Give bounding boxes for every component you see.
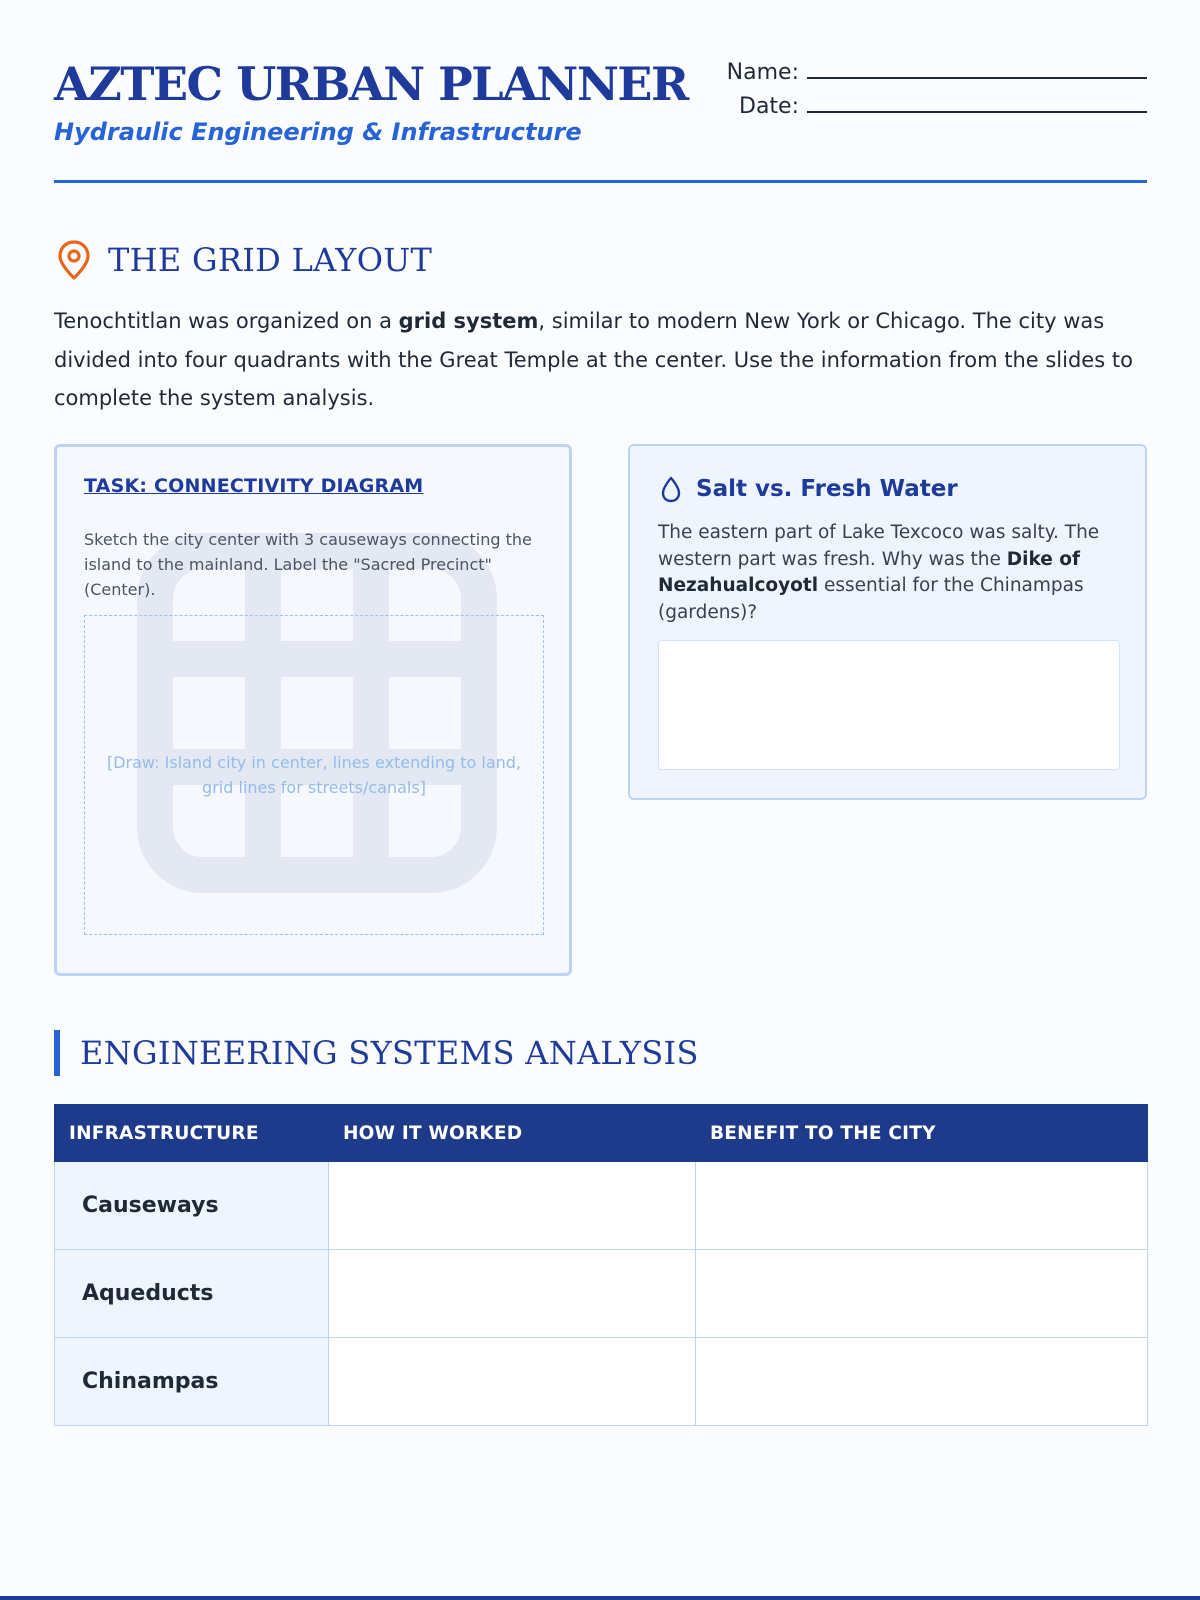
intro-text-start: Tenochtitlan was organized on a (54, 309, 399, 333)
column-header-how-it-worked: HOW IT WORKED (329, 1105, 696, 1162)
table-header-row (55, 1105, 1148, 1162)
connectivity-task-card (54, 444, 572, 976)
footer-divider (0, 1596, 1200, 1600)
how-it-worked-cell[interactable] (329, 1250, 696, 1338)
salt-fresh-water-card (628, 444, 1147, 800)
benefit-cell[interactable] (696, 1338, 1148, 1426)
drawing-hint: [Draw: Island city in center, lines extending to land, grid lines for streets/canals] (106, 753, 522, 797)
diagram-drawing-area[interactable] (84, 615, 544, 935)
water-question (658, 520, 1128, 626)
map-pin-icon (54, 238, 94, 282)
task-heading: TASK: CONNECTIVITY DIAGRAM (84, 475, 424, 497)
how-it-worked-cell[interactable] (329, 1338, 696, 1426)
analysis-section-title: ENGINEERING SYSTEMS ANALYSIS (80, 1034, 699, 1072)
task-instructions: Sketch the city center with 3 causeways connecting the island to the mainland. Label the "Sacred Precinct" (Center). (84, 530, 532, 599)
water-card-title: Salt vs. Fresh Water (696, 476, 958, 502)
engineering-analysis-table (54, 1104, 1148, 1426)
table-row (55, 1338, 1148, 1426)
name-field[interactable] (807, 59, 1147, 79)
student-fields (727, 56, 1147, 124)
date-field[interactable] (807, 93, 1147, 113)
benefit-cell[interactable] (696, 1250, 1148, 1338)
table-row (55, 1250, 1148, 1338)
grid-section-intro (54, 302, 1147, 418)
header-divider (54, 180, 1147, 183)
water-answer-box[interactable] (658, 640, 1120, 770)
infrastructure-cell: Causeways (55, 1162, 329, 1250)
name-field-row (727, 56, 1147, 90)
droplet-icon (658, 474, 684, 504)
date-field-row (727, 90, 1147, 124)
date-label: Date: (739, 94, 799, 119)
table-row (55, 1162, 1148, 1250)
analysis-section-heading (54, 1030, 699, 1076)
page-title: AZTEC URBAN PLANNER (54, 57, 688, 111)
name-label: Name: (726, 60, 799, 85)
water-text-end: essential for the Chinampas (gardens)? (658, 575, 1084, 623)
intro-highlight: grid system (398, 309, 539, 333)
worksheet-header (54, 54, 1147, 184)
infrastructure-cell: Aqueducts (55, 1250, 329, 1338)
grid-section-title: THE GRID LAYOUT (108, 241, 433, 279)
how-it-worked-cell[interactable] (329, 1162, 696, 1250)
intro-text-end: , similar to modern New York or Chicago. The city was divided into four quadrants with the Great Temple at the center. Use the information from the slides to complete the system analysis. (54, 309, 1133, 410)
infrastructure-cell: Chinampas (55, 1338, 329, 1426)
grid-section-heading (54, 238, 432, 282)
page-subtitle: Hydraulic Engineering & Infrastructure (54, 118, 582, 146)
section-accent-bar (54, 1030, 60, 1076)
column-header-infrastructure: INFRASTRUCTURE (55, 1105, 329, 1162)
column-header-benefit: BENEFIT TO THE CITY (696, 1105, 1148, 1162)
water-text-start: The eastern part of Lake Texcoco was salty. The western part was fresh. Why was the (658, 522, 1100, 570)
benefit-cell[interactable] (696, 1162, 1148, 1250)
water-card-heading (658, 474, 958, 504)
water-highlight: Dike of Nezahualcoyotl (658, 548, 1081, 596)
